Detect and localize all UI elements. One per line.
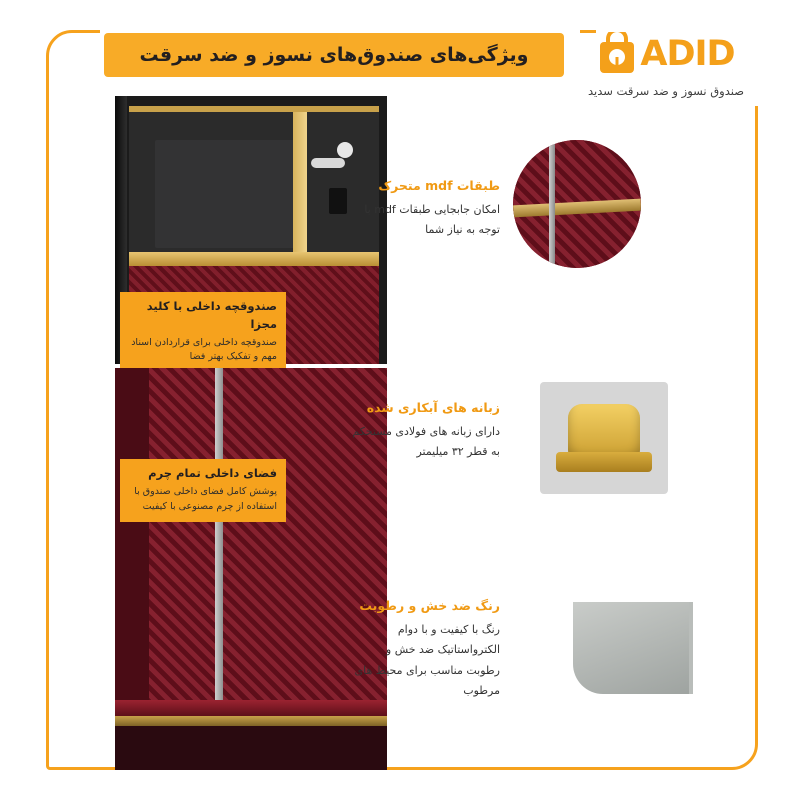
safe-lock-icon <box>597 32 637 76</box>
logo-wordmark: ADID <box>640 33 735 74</box>
inner-knob <box>337 142 353 158</box>
inner-handle <box>311 158 345 168</box>
feature-title: زبانه های آبکاری شده <box>366 400 500 415</box>
feature-body: دارای زبانه های فولادی مستحکم به قطر ۳۲ میلیمتر <box>352 425 500 459</box>
page-title: ویژگی‌های صندوق‌های نسوز و ضد سرقت <box>139 44 529 66</box>
felt-lining <box>155 140 305 248</box>
page-title-banner <box>104 33 564 77</box>
shelf-thumbnail <box>513 140 641 268</box>
caption-body: صندوقچه داخلی برای قراردادن اسناد مهم و تفکیک بهتر فضا <box>131 336 277 363</box>
brand-logo <box>576 28 756 98</box>
caption-title: صندوقچه داخلی با کلید مجزا <box>146 299 277 331</box>
photo-caption-leather-interior <box>120 459 286 522</box>
lower-gold-trim <box>115 716 387 726</box>
photo-caption-inner-box <box>120 292 286 373</box>
bolt-thumbnail <box>540 382 668 494</box>
logo-tagline: صندوق نسوز و ضد سرقت سدید <box>587 84 744 98</box>
caption-title: فضای داخلی تمام چرم <box>148 466 277 480</box>
feature-body: امکان جابجایی طبقات mdf با توجه به نیاز شما <box>364 203 500 237</box>
bolt-base <box>556 452 652 472</box>
logo-row <box>576 28 756 80</box>
photo-bottom-shadow <box>115 726 387 770</box>
feature-plated-bolts <box>350 400 500 463</box>
feature-movable-shelves <box>350 178 500 241</box>
paint-panel-thumbnail <box>563 594 703 702</box>
painted-panel-edge <box>573 602 693 694</box>
feature-body: رنگ با کیفیت و با دوام الکترواستاتیک ضد خش و رطوبت مناسب برای محیط های مرطوب <box>354 623 500 698</box>
lower-shelf <box>115 700 387 716</box>
gold-shelf <box>129 252 379 266</box>
feature-title: طبقات mdf متحرک <box>378 178 500 193</box>
feature-title: رنگ ضد خش و رطوبت <box>359 598 500 613</box>
inner-keylock-icon <box>329 188 347 214</box>
safe-interior-photo-bottom <box>115 368 387 770</box>
caption-body: پوشش کامل فضای داخلی صندوق با استفاده از چرم مصنوعی با کیفیت <box>134 485 277 512</box>
feature-scratch-resistant-paint <box>350 598 500 701</box>
inner-compartment <box>129 106 379 256</box>
thumbnail-rod <box>549 140 555 268</box>
